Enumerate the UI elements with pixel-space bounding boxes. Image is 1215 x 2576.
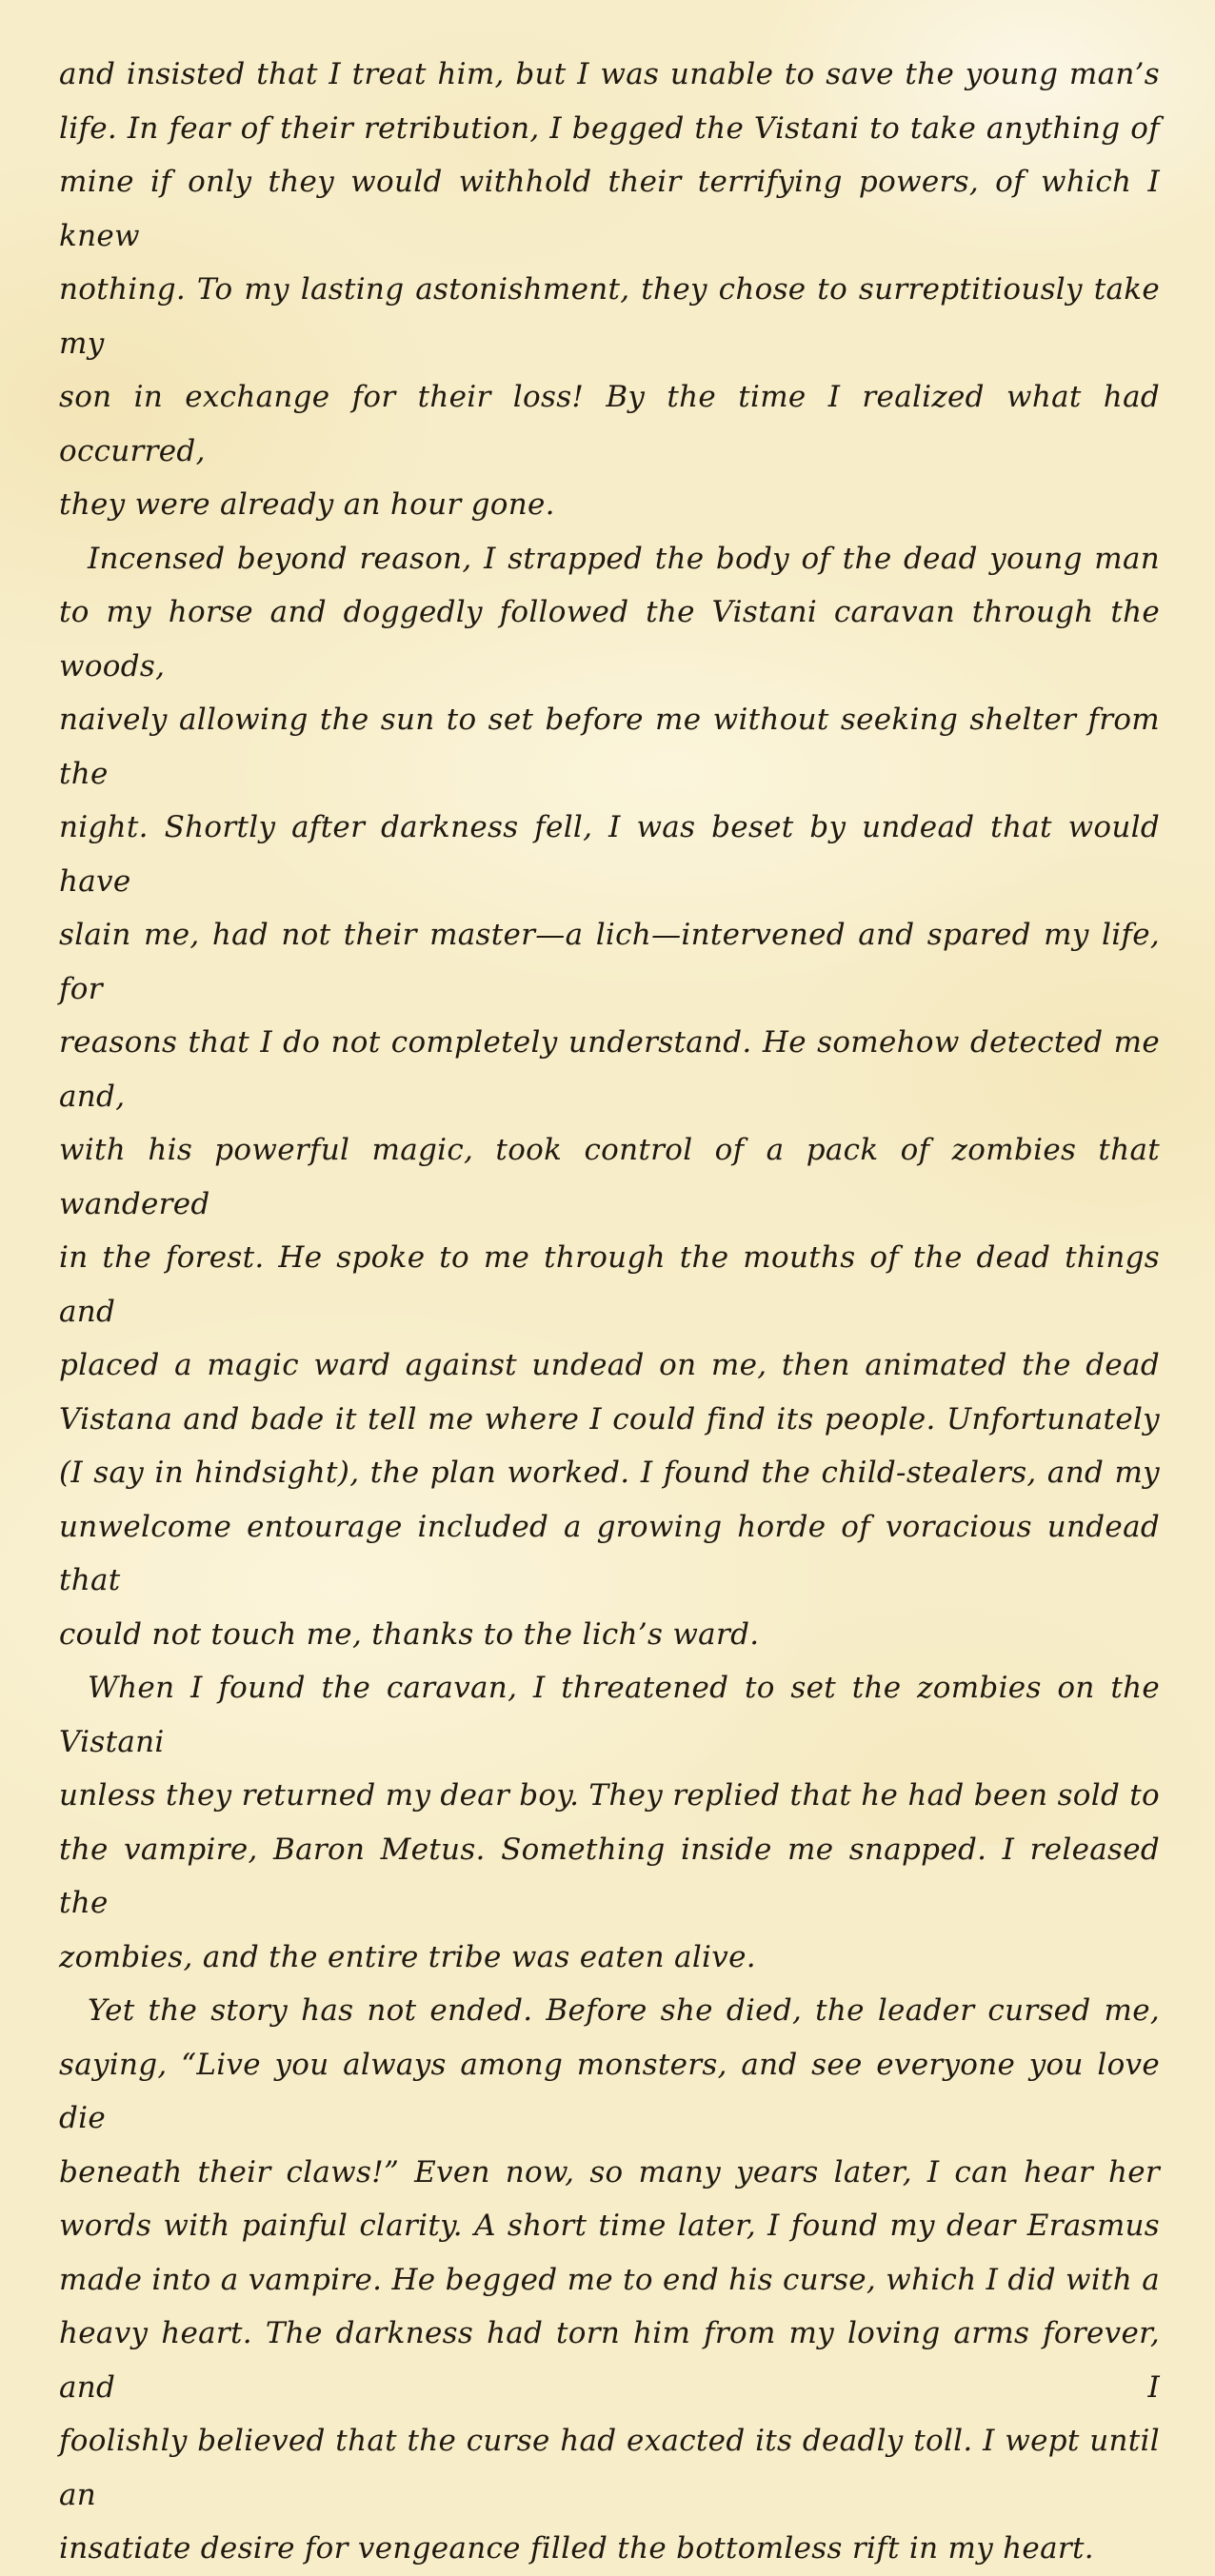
text-line: When I found the caravan, I threatened to set the zombies on the Vistani — [59, 1671, 1160, 1759]
text-line: naively allowing the sun to set before me without seeking shelter from the — [59, 703, 1160, 791]
text-line: insatiate desire for vengeance filled the bottomless rift in my heart. — [59, 2531, 1094, 2566]
paragraph — [59, 1661, 1160, 1984]
text-line: and insisted that I treat him, but I was unable to save the young man’s — [59, 57, 1160, 91]
text-line: words with painful clarity. A short time later, I found my dear Erasmus — [59, 2209, 1160, 2243]
text-line: to my horse and doggedly followed the Vistani caravan through the woods, — [59, 595, 1160, 684]
text-line: could not touch me, thanks to the lich’s ward. — [59, 1616, 760, 1652]
paragraph — [59, 532, 1160, 1662]
text-line: Incensed beyond reason, I strapped the body of the dead young man — [88, 541, 1160, 576]
text-line: reasons that I do not completely understand. He somehow detected me and, — [59, 1025, 1160, 1114]
text-line: nothing. To my lasting astonishment, they chose to surreptitiously take my — [59, 272, 1160, 361]
text-line: Yet the story has not ended. Before she died, the leader cursed me, — [88, 1993, 1160, 2028]
text-line: (I say in hindsight), the plan worked. I found the child-stealers, and my — [59, 1456, 1160, 1490]
text-line: foolishly believed that the curse had exacted its deadly toll. I wept until an — [59, 2424, 1160, 2512]
text-line: night. Shortly after darkness fell, I was beset by undead that would have — [59, 810, 1160, 899]
text-line: in the forest. He spoke to me through the mouths of the dead things and — [59, 1240, 1160, 1329]
text-line: placed a magic ward against undead on me, then animated the dead — [59, 1348, 1160, 1382]
text-line: the vampire, Baron Metus. Something inside me snapped. I released the — [59, 1832, 1160, 1920]
text-line: saying, “Live you always among monsters, and see everyone you love die — [59, 2047, 1160, 2135]
text-line: beneath their claws!” Even now, so many years later, I can hear her — [59, 2154, 1160, 2190]
text-line: son in exchange for their loss! By the time I realized what had occurred, — [59, 380, 1160, 468]
paragraph — [59, 1984, 1160, 2576]
paragraph — [59, 48, 1160, 532]
journal-text — [59, 48, 1160, 2576]
text-line: slain me, had not their master—a lich—intervened and spared my life, for — [59, 918, 1160, 1006]
text-line: made into a vampire. He begged me to end his curse, which I did with a — [59, 2262, 1160, 2297]
text-line: unless they returned my dear boy. They replied that he had been sold to — [59, 1778, 1160, 1813]
text-line: zombies, and the entire tribe was eaten alive. — [59, 1939, 756, 1974]
text-line: unwelcome entourage included a growing horde of voracious undead that — [59, 1509, 1160, 1597]
text-line: mine if only they would withhold their terrifying powers, of which I knew — [59, 165, 1160, 253]
text-line: life. In fear of their retribution, I begged the Vistani to take anything of — [59, 110, 1160, 146]
text-line: heavy heart. The darkness had torn him from my loving arms forever, and I — [59, 2316, 1160, 2405]
text-line: Vistana and bade it tell me where I could find its people. Unfortunately — [59, 1401, 1160, 1437]
text-line: with his powerful magic, took control of a pack of zombies that wandered — [59, 1133, 1160, 1221]
text-line: they were already an hour gone. — [59, 487, 555, 522]
